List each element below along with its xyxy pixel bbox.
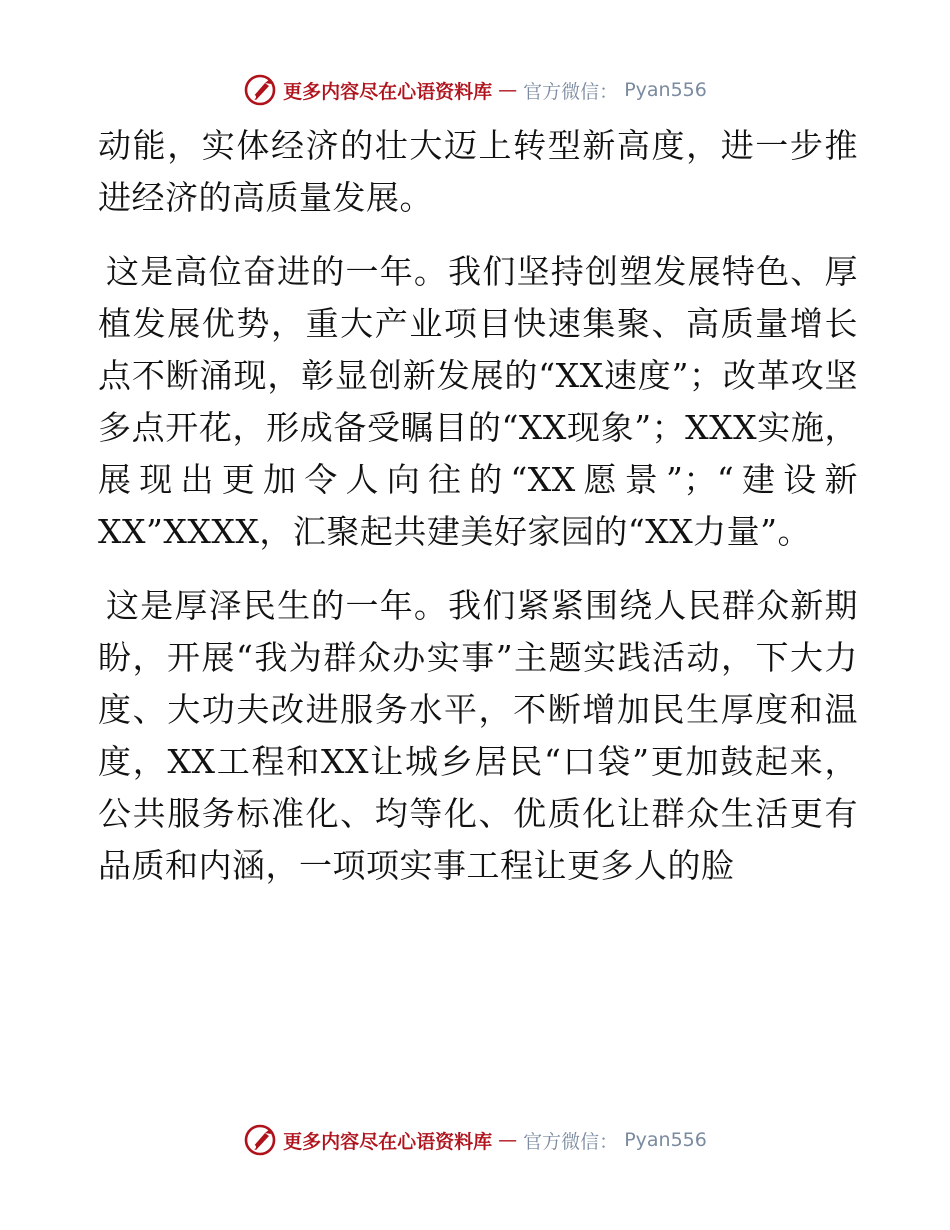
watermark-brand-text: 更多内容尽在心语资料库 [283,80,493,103]
watermark-brand-text: 更多内容尽在心语资料库 [283,1130,493,1153]
footer-watermark [0,1118,950,1162]
quill-pen-logo-icon [243,1123,277,1157]
paragraph-high-position: 这是高位奋进的一年。我们坚持创塑发展特色、厚植发展优势，重大产业项目快速集聚、高质量增长点不断涌现，彰显创新发展的“XX速度”；改革攻坚多点开花，形成备受瞩目的“XX现象”；XXX实施，展现出更加令人向往的“XX愿景”；“建设新XX”XXXX，汇聚起共建美好家园的“XX力量”。 [98,252,858,551]
watermark-wechat-label: 官方微信： [523,80,619,103]
document-body [98,120,858,892]
watermark-wechat-label: 官方微信： [523,1130,619,1153]
paragraph-continuation: 动能，实体经济的壮大迈上转型新高度，进一步推进经济的高质量发展。 [98,126,858,217]
header-watermark [0,68,950,112]
watermark-separator: — [498,1129,518,1151]
watermark-wechat-id: Pyan556 [624,79,707,101]
quill-pen-logo-icon [243,73,277,107]
paragraph-livelihood: 这是厚泽民生的一年。我们紧紧围绕人民群众新期盼，开展“我为群众办实事”主题实践活动，下大力度、大功夫改进服务水平，不断增加民生厚度和温度，XX工程和XX让城乡居民“口袋”更加鼓起来，公共服务标准化、均等化、优质化让群众生活更有品质和内涵，一项项实事工程让更多人的脸 [98,586,858,885]
watermark-wechat-id: Pyan556 [624,1129,707,1151]
watermark-separator: — [498,79,518,101]
